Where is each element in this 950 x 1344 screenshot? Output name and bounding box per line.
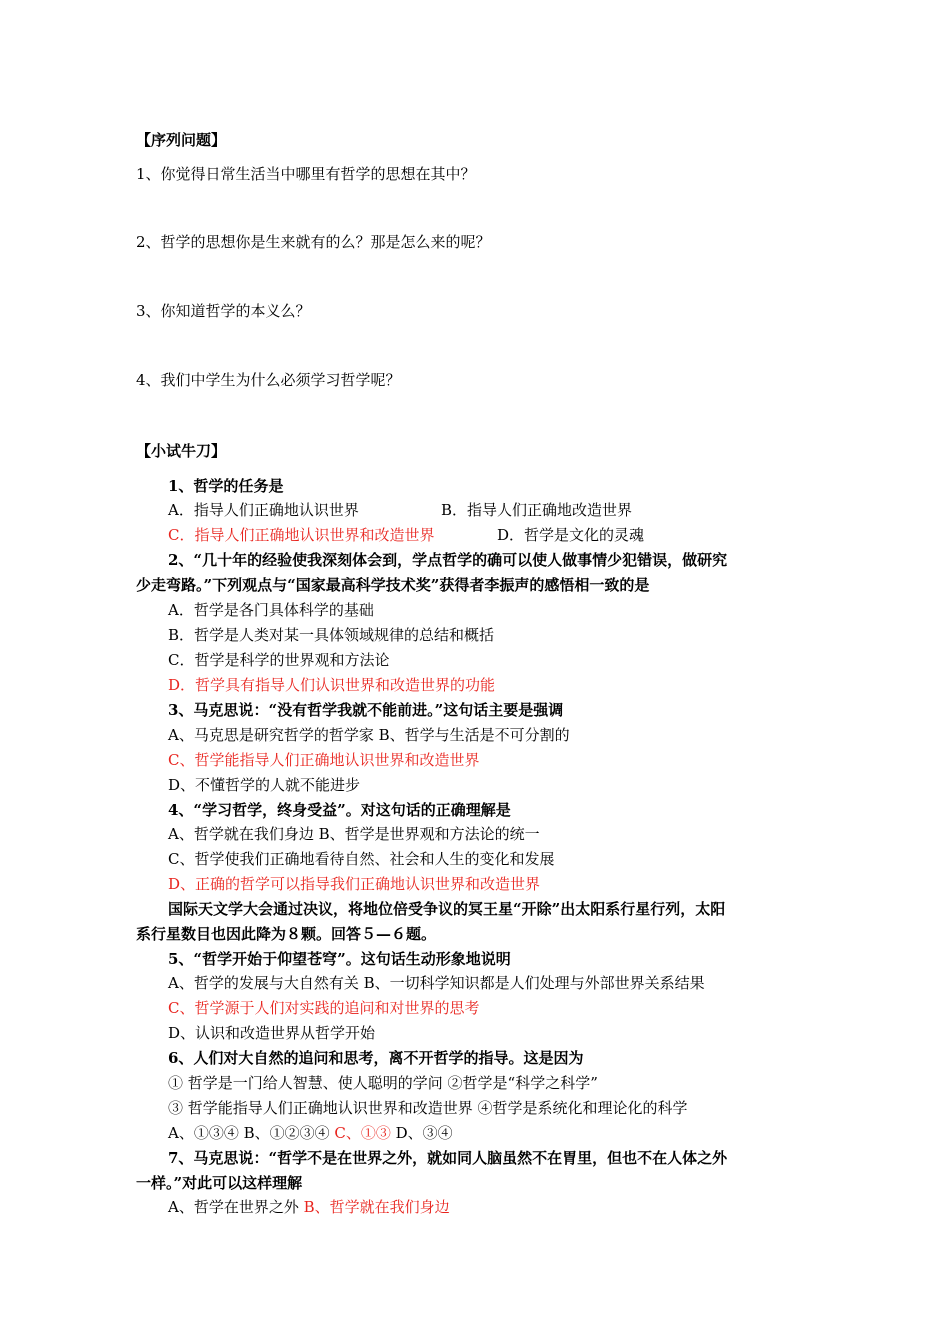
q2-stem-line1: 2、“几十年的经验使我深刻体会到，学点哲学的确可以使人做事情少犯错误，做研究: [168, 551, 728, 569]
q4-stem: 4、“学习哲学，终身受益”。对这句话的正确理解是: [168, 801, 511, 819]
q6-options-ab: A、①③④ B、①②③④: [168, 1124, 335, 1142]
q5-options-ab: A、哲学的发展与大自然有关 B、一切科学知识都是人们处理与外部世界关系结果: [168, 974, 705, 992]
q6-options: [168, 1122, 453, 1144]
q7-options: [168, 1196, 450, 1218]
q3-option-c-answer: C、哲学能指导人们正确地认识世界和改造世界: [168, 751, 480, 769]
q7-option-b-answer: B、哲学就在我们身边: [303, 1198, 450, 1216]
q4-options-ab: A、哲学就在我们身边 B、哲学是世界观和方法论的统一: [168, 825, 540, 843]
q1-stem: 1、哲学的任务是: [168, 477, 284, 495]
q7-option-a: A、哲学在世界之外: [168, 1198, 304, 1216]
q1-option-d: D．哲学是文化的灵魂: [497, 526, 645, 544]
q3-stem: 3、马克思说：“没有哲学我就不能前进。”这句话主要是强调: [168, 701, 564, 719]
q2-option-d-answer: D．哲学具有指导人们认识世界和改造世界的功能: [168, 676, 496, 694]
q2-option-b: B．哲学是人类对某一具体领域规律的总结和概括: [168, 626, 495, 644]
q7-stem-line1: 7、马克思说：“哲学不是在世界之外，就如同人脑虽然不在胃里，但也不在人体之外: [168, 1149, 728, 1167]
q2-option-c: C．哲学是科学的世界观和方法论: [168, 651, 390, 669]
q1-option-b: B．指导人们正确地改造世界: [441, 501, 633, 519]
q5-option-d: D、认识和改造世界从哲学开始: [168, 1024, 376, 1042]
q6-statements-1: ① 哲学是一门给人智慧、使人聪明的学问 ②哲学是“科学之科学”: [168, 1074, 598, 1092]
q1-option-a: A．指导人们正确地认识世界: [168, 501, 359, 519]
q2-option-a: A．哲学是各门具体科学的基础: [168, 601, 374, 619]
q7-stem-line2: 一样。”对此可以这样理解: [136, 1174, 303, 1192]
q6-option-d: D、③④: [390, 1124, 453, 1142]
section-heading-sequence-questions: 【序列问题】: [136, 131, 227, 149]
q1-option-c-answer: C．指导人们正确地认识世界和改造世界: [168, 526, 435, 544]
question-1: 1、你觉得日常生活当中哪里有哲学的思想在其中？: [136, 165, 476, 183]
section-heading-practice: 【小试牛刀】: [136, 442, 227, 460]
q2-stem-line2: 少走弯路。”下列观点与“国家最高科学技术奖”获得者李振声的感悟相一致的是: [136, 576, 650, 594]
q5-option-c-answer: C、哲学源于人们对实践的追问和对世界的思考: [168, 999, 480, 1017]
question-2: 2、哲学的思想你是生来就有的么？那是怎么来的呢？: [136, 233, 491, 251]
q5-stem: 5、“哲学开始于仰望苍穹”。这句话生动形象地说明: [168, 950, 511, 968]
q6-option-c-answer: C、①③: [334, 1124, 391, 1142]
q6-statements-2: ③ 哲学能指导人们正确地认识世界和改造世界 ④哲学是系统化和理论化的科学: [168, 1099, 688, 1117]
q4-option-c: C、哲学使我们正确地看待自然、社会和人生的变化和发展: [168, 850, 555, 868]
question-4: 4、我们中学生为什么必须学习哲学呢？: [136, 371, 401, 389]
passage-line1: 国际天文学大会通过决议，将地位倍受争议的冥王星“开除”出太阳系行星行列，太阳: [168, 900, 726, 918]
q3-options-ab: A、马克思是研究哲学的哲学家 B、哲学与生活是不可分割的: [168, 726, 570, 744]
passage-line2: 系行星数目也因此降为８颗。回答５—６题。: [136, 925, 437, 943]
question-3: 3、你知道哲学的本义么？: [136, 302, 311, 320]
q6-stem: 6、人们对大自然的追问和思考，离不开哲学的指导。这是因为: [168, 1049, 584, 1067]
q3-option-d: D、不懂哲学的人就不能进步: [168, 776, 361, 794]
q4-option-d-answer: D、正确的哲学可以指导我们正确地认识世界和改造世界: [168, 875, 541, 893]
